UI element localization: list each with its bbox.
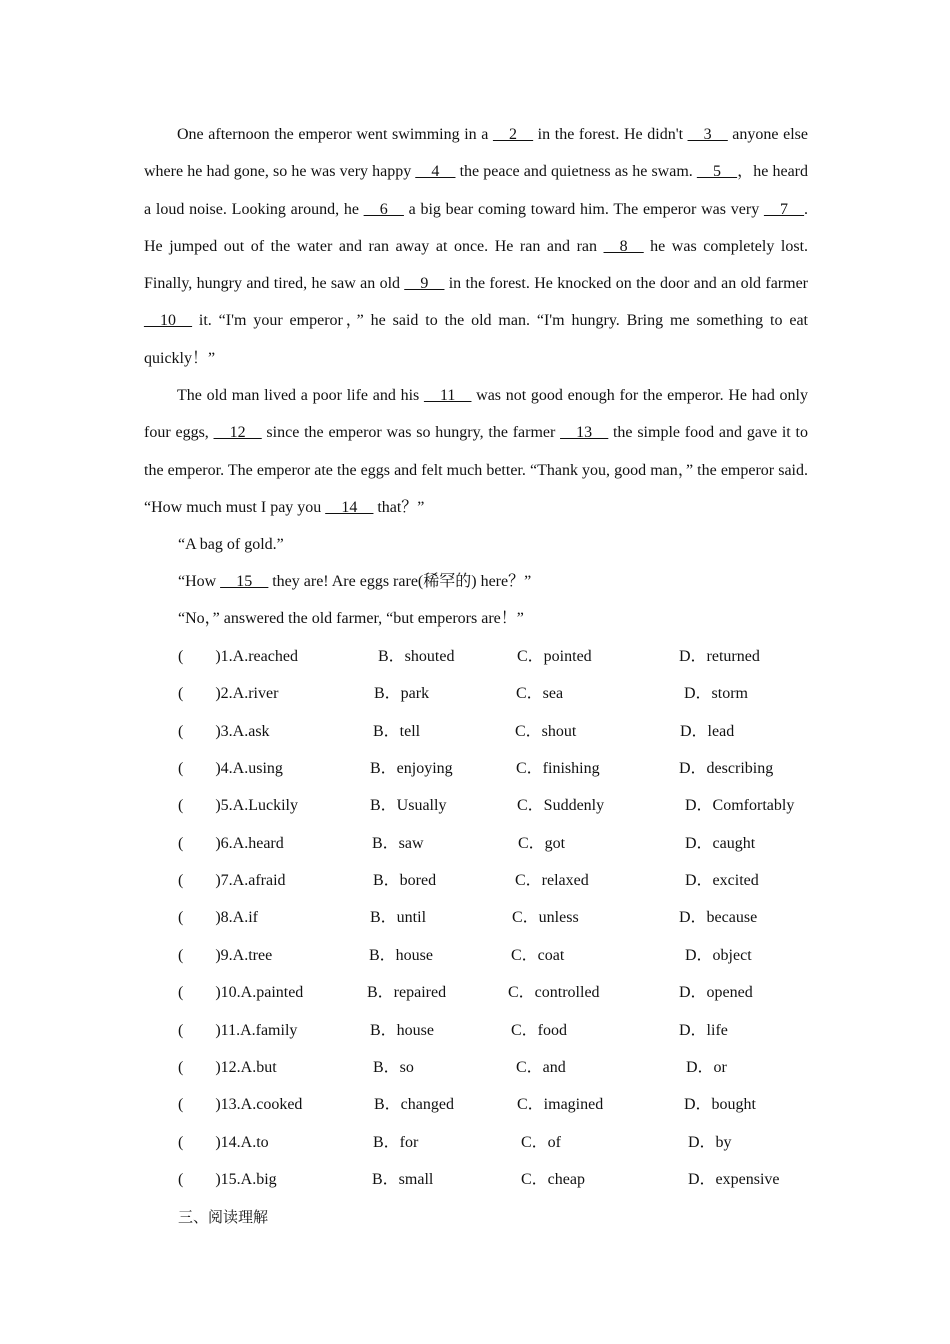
option-d: D．describing — [679, 760, 774, 778]
option-d: D．excited — [685, 872, 759, 890]
question-number-option-a[interactable]: ( )9.A.tree — [178, 946, 273, 964]
option-b: B．enjoying — [370, 760, 453, 778]
option-d: D．because — [679, 909, 758, 927]
answer-blank[interactable]: __5__ — [696, 163, 737, 181]
option-d: D．object — [685, 946, 752, 964]
question-number-option-a[interactable]: ( )15.A.big — [178, 1170, 277, 1188]
answer-blank[interactable]: __3__ — [687, 126, 728, 143]
option-d: D．caught — [685, 834, 756, 852]
passage-text: he was completely lost. Finally, hungry and tired, he saw an old — [144, 237, 809, 293]
option-d: D．life — [679, 1021, 728, 1039]
option-d: D．storm — [684, 685, 749, 703]
option-b: B．house — [370, 1021, 435, 1039]
question-number-option-a[interactable]: ( )3.A.ask — [178, 722, 270, 740]
option-c: C．relaxed — [515, 872, 589, 890]
option-b: B．small — [372, 1170, 434, 1188]
option-c: C．finishing — [516, 760, 600, 778]
option-b: B．bored — [373, 872, 437, 890]
option-b: B．repaired — [367, 984, 447, 1002]
passage-text: in the forest. He didn't — [533, 126, 688, 143]
option-d: D．or — [686, 1058, 727, 1076]
option-b: B．until — [370, 909, 427, 927]
passage-text: that？” — [373, 498, 425, 516]
passage-text: the simple food and gave it to the emperor. The emperor ate the eggs and felt much better. “Thank you, good man，” the emperor said. “How much must I pay you — [144, 424, 809, 516]
answer-blank[interactable]: __13__ — [560, 424, 609, 442]
option-c: C．unless — [512, 909, 579, 927]
question-number-option-a[interactable]: ( )10.A.painted — [178, 984, 304, 1002]
answer-blank[interactable]: __14__ — [325, 498, 374, 516]
answer-blank[interactable]: __6__ — [363, 200, 404, 218]
option-b: B．so — [373, 1058, 414, 1076]
option-c: C．Suddenly — [517, 797, 605, 815]
dialogue-line-no: “No，” answered the old farmer, “but emperors are！” — [178, 610, 524, 627]
option-d: D．Comfortably — [685, 797, 795, 815]
question-number-option-a[interactable]: ( )1.A.reached — [178, 648, 298, 665]
answer-blank[interactable]: __9__ — [404, 275, 445, 293]
question-number-option-a[interactable]: ( )8.A.if — [178, 909, 258, 927]
answer-blank[interactable]: __12__ — [213, 424, 262, 442]
option-c: C．pointed — [517, 648, 592, 665]
dialogue-line-gold: “A bag of gold.” — [178, 536, 284, 553]
question-number-option-a[interactable]: ( )5.A.Luckily — [178, 797, 298, 815]
passage-text: it. “I'm your emperor，” he said to the old man. “I'm hungry. Bring me something to eat quickly！” — [144, 312, 808, 367]
passage-text: . He jumped out of the water and ran away at once. He ran and ran — [144, 200, 808, 255]
question-number-option-a[interactable]: ( )2.A.river — [178, 685, 279, 703]
question-number-option-a[interactable]: ( )13.A.cooked — [178, 1096, 303, 1114]
option-c: C．of — [521, 1133, 562, 1151]
dialogue-line-how — [178, 572, 531, 592]
passage-text: in the forest. He knocked on the door and an old farmer — [444, 275, 809, 293]
passage-text: The old man lived a poor life and his — [177, 387, 424, 404]
passage-text: One afternoon the emperor went swimming in a — [177, 126, 494, 143]
question-number-option-a[interactable]: ( )14.A.to — [178, 1133, 269, 1151]
passage-text: ，he heard a loud noise. Looking around, he — [144, 163, 808, 218]
option-b: B．Usually — [370, 797, 447, 815]
option-c: C．shout — [515, 722, 577, 740]
passage-text: a big bear coming toward him. The emperor was very — [403, 200, 764, 218]
option-b: B．shouted — [378, 648, 455, 665]
passage-paragraph-1 — [144, 116, 808, 377]
option-c: C．got — [518, 834, 566, 852]
passage-text: since the emperor was so hungry, the farmer — [261, 424, 561, 442]
option-c: C．controlled — [508, 984, 600, 1002]
option-b: B．park — [374, 685, 430, 703]
option-c: C．food — [511, 1021, 568, 1039]
answer-blank[interactable]: __7__ — [764, 200, 804, 218]
question-number-option-a[interactable]: ( )12.A.but — [178, 1058, 277, 1076]
answer-blank[interactable]: __15__ — [220, 573, 269, 590]
option-d: D．bought — [684, 1096, 757, 1114]
answer-blank[interactable]: __2__ — [493, 126, 534, 143]
option-d: D．expensive — [688, 1170, 780, 1188]
passage-text: was not good enough for the emperor. He had only four eggs, — [144, 387, 808, 442]
answer-blank[interactable]: __10__ — [144, 312, 192, 330]
passage-text: “How — [178, 573, 221, 590]
option-b: B．for — [373, 1133, 419, 1151]
option-c: C．sea — [516, 685, 564, 703]
option-d: D．lead — [680, 722, 735, 740]
question-number-option-a[interactable]: ( )4.A.using — [178, 760, 283, 778]
option-b: B．changed — [374, 1096, 454, 1114]
question-number-option-a[interactable]: ( )6.A.heard — [178, 834, 284, 852]
option-c: C．coat — [511, 946, 565, 964]
option-c: C．cheap — [521, 1170, 585, 1188]
option-b: B．saw — [372, 834, 424, 852]
option-b: B．house — [369, 946, 434, 964]
question-number-option-a[interactable]: ( )11.A.family — [178, 1021, 298, 1039]
option-c: C．imagined — [517, 1096, 604, 1114]
option-d: D．returned — [679, 648, 760, 665]
answer-blank[interactable]: __4__ — [415, 163, 456, 181]
passage-text: they are! Are eggs rare(稀罕的) here？” — [268, 573, 532, 590]
option-d: D．opened — [679, 984, 753, 1002]
passage-paragraph-2 — [144, 377, 808, 526]
question-number-option-a[interactable]: ( )7.A.afraid — [178, 872, 286, 890]
option-d: D．by — [688, 1133, 732, 1151]
section-heading: 三、阅读理解 — [178, 1208, 269, 1226]
option-b: B．tell — [373, 722, 421, 740]
option-c: C．and — [516, 1058, 566, 1076]
answer-blank[interactable]: __8__ — [603, 237, 644, 255]
passage-text: the peace and quietness as he swam. — [455, 163, 697, 181]
passage-text: anyone else where he had gone, so he was very happy — [144, 126, 809, 181]
answer-blank[interactable]: __11__ — [424, 387, 472, 404]
